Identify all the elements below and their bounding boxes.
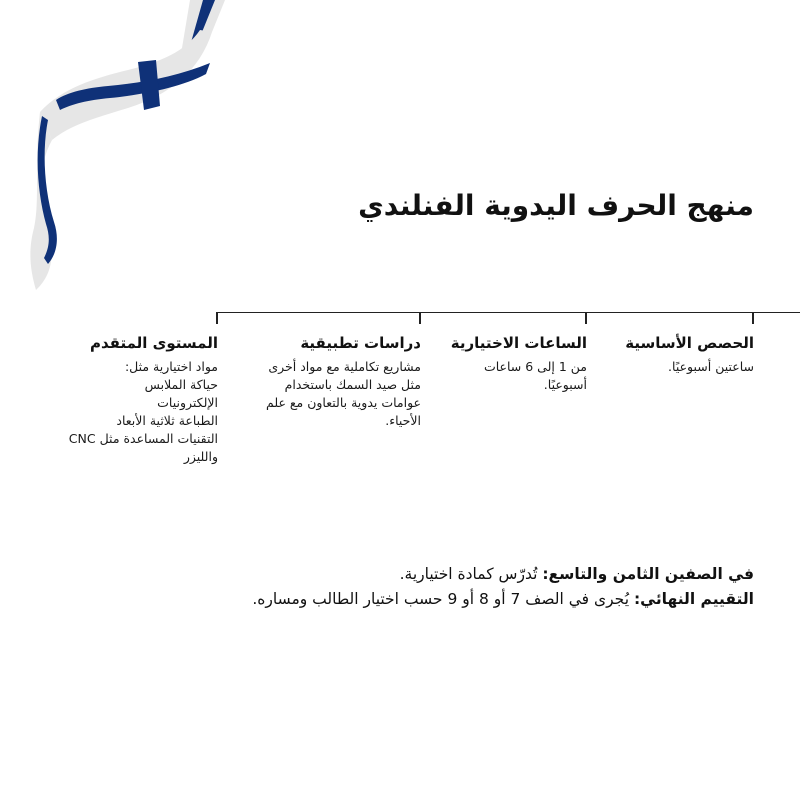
stage-description-line: والليزر <box>183 449 218 464</box>
stage-description-line: الأحياء. <box>385 413 421 428</box>
stage-elective-hours <box>451 332 587 394</box>
timeline-tick <box>419 312 421 324</box>
stage-description <box>266 358 421 430</box>
stage-description-line: الإلكترونيات <box>157 395 218 410</box>
stage-description-line: مثل صيد السمك باستخدام <box>284 377 421 392</box>
stage-description-line: حياكة الملابس <box>144 377 218 392</box>
stage-applied-studies <box>266 332 421 430</box>
curriculum-notes <box>114 562 754 612</box>
stage-description-line: التقنيات المساعدة مثل CNC <box>68 431 218 446</box>
note-final-assessment <box>114 587 754 612</box>
stage-description-line: ساعتين أسبوعيًا. <box>668 359 754 374</box>
stage-description <box>625 358 754 376</box>
stage-title: الحصص الأساسية <box>625 334 754 352</box>
stage-title: الساعات الاختيارية <box>450 334 587 352</box>
note-text: يُجرى في الصف 7 أو 8 أو 9 حسب اختيار الطالب ومساره. <box>252 590 630 608</box>
note-label: التقييم النهائي: <box>633 590 754 608</box>
stage-title: المستوى المتقدم <box>90 334 218 352</box>
stage-description-line: أسبوعيًا. <box>543 377 587 392</box>
stage-description-line: مشاريع تكاملية مع مواد أخرى <box>268 359 421 374</box>
note-grades-8-9 <box>114 562 754 587</box>
stage-description <box>451 358 587 394</box>
page-title: منهج الحرف اليدوية الفنلندي <box>358 189 754 222</box>
stage-advanced-level <box>69 332 218 466</box>
note-label: في الصفين الثامن والتاسع: <box>542 565 754 583</box>
note-text: تُدرّس كمادة اختيارية. <box>399 565 538 583</box>
stage-description-line: مواد اختيارية مثل: <box>124 359 218 374</box>
finnish-flag-ribbon-decoration <box>0 0 240 300</box>
stage-description-line: الطباعة ثلاثية الأبعاد <box>116 413 218 428</box>
stage-core-lessons <box>625 332 754 376</box>
stage-description <box>69 358 218 466</box>
timeline-tick <box>585 312 587 324</box>
stage-title: دراسات تطبيقية <box>300 334 421 352</box>
timeline-tick <box>216 312 218 324</box>
curriculum-timeline <box>0 310 800 510</box>
timeline-tick <box>752 312 754 324</box>
stage-description-line: عوامات يدوية بالتعاون مع علم <box>266 395 421 410</box>
stage-description-line: من 1 إلى 6 ساعات <box>483 359 587 374</box>
timeline-line <box>218 312 800 313</box>
